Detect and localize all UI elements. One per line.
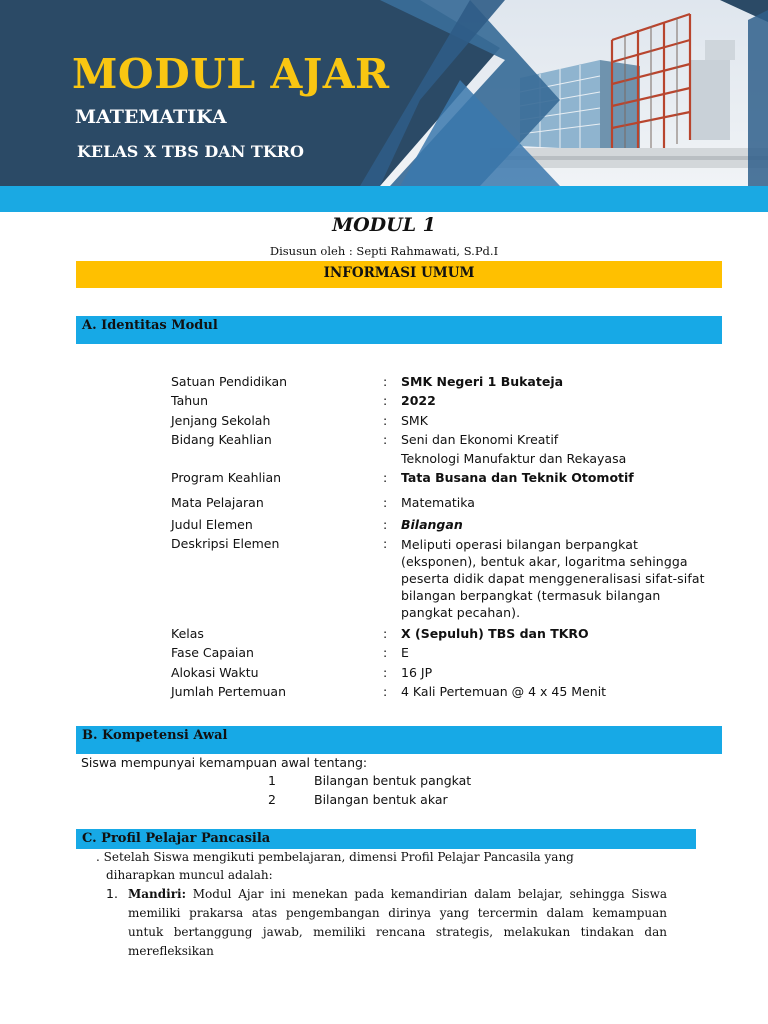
row-value: Seni dan Ekonomi Kreatif	[401, 432, 559, 447]
row-label: Alokasi Waktu	[171, 665, 259, 680]
row-colon: :	[383, 495, 388, 510]
row-value: SMK	[401, 413, 428, 428]
row-colon: :	[383, 393, 388, 408]
list-item-number: 1	[268, 773, 276, 788]
section-c-heading: C. Profil Pelajar Pancasila	[76, 829, 696, 849]
row-value: X (Sepuluh) TBS dan TKRO	[401, 626, 589, 641]
row-label: Judul Elemen	[171, 517, 253, 532]
row-colon: :	[383, 665, 388, 680]
row-value: 2022	[401, 393, 436, 408]
list-item: Bilangan bentuk pangkat	[314, 773, 472, 788]
section-c-intro-cont: diharapkan muncul adalah:	[106, 868, 273, 882]
row-value: 4 Kali Pertemuan @ 4 x 45 Menit	[401, 684, 607, 699]
author-line: Disusun oleh : Septi Rahmawati, S.Pd.I	[269, 244, 499, 258]
subject-title: MATEMATIKA	[75, 106, 227, 128]
row-label: Deskripsi Elemen	[171, 536, 280, 551]
row-label: Satuan Pendidikan	[171, 374, 288, 389]
row-colon: :	[383, 374, 388, 389]
module-banner-title: MODUL AJAR	[72, 50, 390, 98]
row-value: Teknologi Manufaktur dan Rekayasa	[401, 451, 627, 466]
section-b-intro: Siswa mempunyai kemampuan awal tentang:	[81, 755, 368, 770]
row-label: Jumlah Pertemuan	[171, 684, 287, 699]
row-label: Bidang Keahlian	[171, 432, 272, 447]
section-a-heading: A. Identitas Modul	[76, 316, 722, 344]
profile-item-text: Modul Ajar ini menekan pada kemandirian dalam belajar, sehingga Siswa memiliki prakarsa atas pengembangan dirinya yang tercermin dalam kemampuan untuk bertanggung jawab, memiliki rencana strategis, melakukan tindakan dan merefleksikan	[128, 887, 667, 958]
list-item-number: 2	[268, 792, 276, 807]
row-colon: :	[383, 432, 388, 447]
module-title: MODUL 1	[332, 214, 436, 236]
section-c-intro: . Setelah Siswa mengikuti pembelajaran, dimensi Profil Pelajar Pancasila yang	[96, 850, 574, 864]
header-banner	[0, 0, 768, 212]
row-label: Jenjang Sekolah	[171, 413, 271, 428]
row-colon: :	[383, 626, 388, 641]
row-value: SMK Negeri 1 Bukateja	[401, 374, 564, 389]
row-colon: :	[383, 517, 388, 532]
row-value: Bilangan	[401, 517, 463, 532]
row-label: Kelas	[171, 626, 204, 641]
row-value: Matematika	[401, 495, 475, 510]
info-umum-bar: INFORMASI UMUM	[76, 261, 722, 288]
profile-item-mandiri	[128, 885, 667, 961]
row-colon: :	[383, 536, 388, 551]
row-value: 16 JP	[401, 665, 433, 680]
row-label: Mata Pelajaran	[171, 495, 264, 510]
element-description: Meliputi operasi bilangan berpangkat (eksponen), bentuk akar, logaritma sehingga peserta didik dapat menggeneralisasi sifat-sifat bilangan berpangkat (termasuk bilangan pangkat pecahan).	[401, 537, 705, 620]
list-item-number: 1.	[106, 886, 118, 901]
row-colon: :	[383, 470, 388, 485]
row-label: Program Keahlian	[171, 470, 282, 485]
row-value: E	[401, 645, 409, 660]
row-value: Tata Busana dan Teknik Otomotif	[401, 470, 634, 485]
row-colon: :	[383, 645, 388, 660]
class-line: KELAS X TBS DAN TKRO	[77, 142, 304, 161]
list-item: Bilangan bentuk akar	[314, 792, 448, 807]
row-label: Tahun	[171, 393, 208, 408]
section-b-heading: B. Kompetensi Awal	[76, 726, 722, 754]
profile-item-title: Mandiri:	[128, 887, 187, 901]
row-colon: :	[383, 413, 388, 428]
row-colon: :	[383, 684, 388, 699]
row-label: Fase Capaian	[171, 645, 254, 660]
